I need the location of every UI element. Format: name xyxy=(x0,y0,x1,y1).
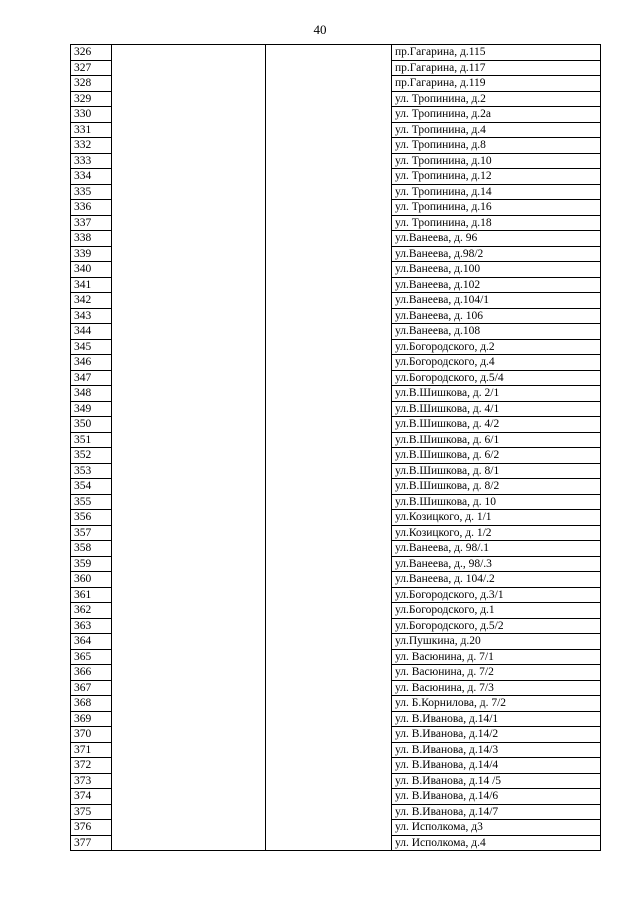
empty-cell xyxy=(112,448,266,464)
address-cell: ул. Б.Корнилова, д. 7/2 xyxy=(392,696,601,712)
table-row xyxy=(71,789,601,805)
empty-cell xyxy=(266,835,392,851)
address-cell: ул. Тропинина, д.14 xyxy=(392,184,601,200)
empty-cell xyxy=(266,820,392,836)
empty-cell xyxy=(266,463,392,479)
empty-cell xyxy=(112,696,266,712)
row-number-cell: 373 xyxy=(71,773,112,789)
address-cell: ул. Тропинина, д.12 xyxy=(392,169,601,185)
empty-cell xyxy=(266,200,392,216)
row-number-cell: 332 xyxy=(71,138,112,154)
empty-cell xyxy=(112,370,266,386)
table-row xyxy=(71,308,601,324)
empty-cell xyxy=(266,696,392,712)
table-row xyxy=(71,680,601,696)
table-row xyxy=(71,76,601,92)
row-number-cell: 335 xyxy=(71,184,112,200)
empty-cell xyxy=(112,324,266,340)
row-number-cell: 365 xyxy=(71,649,112,665)
address-cell: ул.Ванеева, д. 106 xyxy=(392,308,601,324)
row-number-cell: 341 xyxy=(71,277,112,293)
empty-cell xyxy=(266,138,392,154)
row-number-cell: 330 xyxy=(71,107,112,123)
empty-cell xyxy=(266,448,392,464)
table-row xyxy=(71,246,601,262)
empty-cell xyxy=(266,184,392,200)
table-row xyxy=(71,231,601,247)
empty-cell xyxy=(112,556,266,572)
table-row xyxy=(71,45,601,61)
empty-cell xyxy=(112,494,266,510)
empty-cell xyxy=(266,246,392,262)
row-number-cell: 343 xyxy=(71,308,112,324)
address-table xyxy=(70,44,601,851)
address-cell: ул.Ванеева, д. 104/.2 xyxy=(392,572,601,588)
row-number-cell: 362 xyxy=(71,603,112,619)
table-row xyxy=(71,758,601,774)
empty-cell xyxy=(112,804,266,820)
table-row xyxy=(71,293,601,309)
empty-cell xyxy=(112,60,266,76)
table-row xyxy=(71,339,601,355)
empty-cell xyxy=(112,246,266,262)
address-cell: пр.Гагарина, д.117 xyxy=(392,60,601,76)
empty-cell xyxy=(266,479,392,495)
empty-cell xyxy=(112,277,266,293)
address-cell: ул. Васюнина, д. 7/2 xyxy=(392,665,601,681)
address-cell: ул.Богородского, д.3/1 xyxy=(392,587,601,603)
empty-cell xyxy=(112,339,266,355)
address-cell: пр.Гагарина, д.119 xyxy=(392,76,601,92)
empty-cell xyxy=(266,386,392,402)
table-row xyxy=(71,556,601,572)
table-row xyxy=(71,711,601,727)
empty-cell xyxy=(266,76,392,92)
address-cell: ул. В.Иванова, д.14 /5 xyxy=(392,773,601,789)
empty-cell xyxy=(112,293,266,309)
empty-cell xyxy=(266,494,392,510)
empty-cell xyxy=(266,417,392,433)
row-number-cell: 340 xyxy=(71,262,112,278)
empty-cell xyxy=(266,634,392,650)
address-cell: ул.Богородского, д.5/4 xyxy=(392,370,601,386)
table-row xyxy=(71,386,601,402)
empty-cell xyxy=(266,727,392,743)
empty-cell xyxy=(112,541,266,557)
empty-cell xyxy=(266,324,392,340)
table-row xyxy=(71,525,601,541)
row-number-cell: 357 xyxy=(71,525,112,541)
empty-cell xyxy=(112,122,266,138)
empty-cell xyxy=(112,758,266,774)
empty-cell xyxy=(112,184,266,200)
empty-cell xyxy=(266,742,392,758)
empty-cell xyxy=(112,634,266,650)
empty-cell xyxy=(266,277,392,293)
table-row xyxy=(71,91,601,107)
row-number-cell: 354 xyxy=(71,479,112,495)
address-cell: ул.Козицкого, д. 1/2 xyxy=(392,525,601,541)
address-cell: ул. В.Иванова, д.14/2 xyxy=(392,727,601,743)
empty-cell xyxy=(112,432,266,448)
address-cell: ул.Богородского, д.4 xyxy=(392,355,601,371)
table-row xyxy=(71,479,601,495)
row-number-cell: 375 xyxy=(71,804,112,820)
table-row xyxy=(71,417,601,433)
empty-cell xyxy=(112,463,266,479)
empty-cell xyxy=(266,60,392,76)
empty-cell xyxy=(112,91,266,107)
table-row xyxy=(71,355,601,371)
address-cell: ул. Тропинина, д.8 xyxy=(392,138,601,154)
address-cell: ул.В.Шишкова, д. 8/2 xyxy=(392,479,601,495)
address-cell: ул.В.Шишкова, д. 2/1 xyxy=(392,386,601,402)
empty-cell xyxy=(266,680,392,696)
row-number-cell: 345 xyxy=(71,339,112,355)
empty-cell xyxy=(112,417,266,433)
row-number-cell: 326 xyxy=(71,45,112,61)
empty-cell xyxy=(266,169,392,185)
table-row xyxy=(71,122,601,138)
empty-cell xyxy=(112,603,266,619)
row-number-cell: 355 xyxy=(71,494,112,510)
empty-cell xyxy=(112,742,266,758)
empty-cell xyxy=(112,138,266,154)
address-table-body xyxy=(71,45,601,851)
row-number-cell: 333 xyxy=(71,153,112,169)
empty-cell xyxy=(266,45,392,61)
address-cell: ул.Ванеева, д.104/1 xyxy=(392,293,601,309)
address-cell: ул.В.Шишкова, д. 6/2 xyxy=(392,448,601,464)
empty-cell xyxy=(112,153,266,169)
empty-cell xyxy=(112,169,266,185)
address-cell: ул. Тропинина, д.2а xyxy=(392,107,601,123)
row-number-cell: 353 xyxy=(71,463,112,479)
empty-cell xyxy=(266,215,392,231)
empty-cell xyxy=(266,432,392,448)
address-cell: ул. В.Иванова, д.14/6 xyxy=(392,789,601,805)
table-row xyxy=(71,820,601,836)
empty-cell xyxy=(266,293,392,309)
table-row xyxy=(71,742,601,758)
empty-cell xyxy=(112,835,266,851)
empty-cell xyxy=(266,665,392,681)
address-cell: ул. Тропинина, д.2 xyxy=(392,91,601,107)
empty-cell xyxy=(112,200,266,216)
empty-cell xyxy=(266,153,392,169)
table-row xyxy=(71,215,601,231)
empty-cell xyxy=(112,649,266,665)
row-number-cell: 339 xyxy=(71,246,112,262)
table-row xyxy=(71,603,601,619)
empty-cell xyxy=(112,45,266,61)
table-row xyxy=(71,169,601,185)
empty-cell xyxy=(112,773,266,789)
empty-cell xyxy=(266,122,392,138)
empty-cell xyxy=(266,401,392,417)
row-number-cell: 336 xyxy=(71,200,112,216)
address-cell: ул.В.Шишкова, д. 4/1 xyxy=(392,401,601,417)
row-number-cell: 351 xyxy=(71,432,112,448)
table-row xyxy=(71,696,601,712)
row-number-cell: 352 xyxy=(71,448,112,464)
table-row xyxy=(71,448,601,464)
empty-cell xyxy=(266,355,392,371)
address-cell: ул.Ванеева, д.108 xyxy=(392,324,601,340)
table-row xyxy=(71,572,601,588)
empty-cell xyxy=(112,76,266,92)
empty-cell xyxy=(266,370,392,386)
empty-cell xyxy=(266,773,392,789)
row-number-cell: 338 xyxy=(71,231,112,247)
empty-cell xyxy=(112,525,266,541)
empty-cell xyxy=(112,401,266,417)
row-number-cell: 376 xyxy=(71,820,112,836)
address-cell: ул. В.Иванова, д.14/1 xyxy=(392,711,601,727)
table-row xyxy=(71,60,601,76)
empty-cell xyxy=(112,572,266,588)
row-number-cell: 377 xyxy=(71,835,112,851)
address-cell: ул. Тропинина, д.4 xyxy=(392,122,601,138)
table-row xyxy=(71,153,601,169)
table-row xyxy=(71,510,601,526)
row-number-cell: 367 xyxy=(71,680,112,696)
address-cell: ул.Ванеева, д.98/2 xyxy=(392,246,601,262)
empty-cell xyxy=(266,339,392,355)
row-number-cell: 334 xyxy=(71,169,112,185)
address-cell: ул.Ванеева, д.102 xyxy=(392,277,601,293)
table-row xyxy=(71,649,601,665)
row-number-cell: 369 xyxy=(71,711,112,727)
address-cell: ул.Ванеева, д., 98/.3 xyxy=(392,556,601,572)
address-cell: ул.В.Шишкова, д. 8/1 xyxy=(392,463,601,479)
table-row xyxy=(71,262,601,278)
table-row xyxy=(71,138,601,154)
table-row xyxy=(71,618,601,634)
address-cell: ул. В.Иванова, д.14/4 xyxy=(392,758,601,774)
address-cell: ул. Тропинина, д.16 xyxy=(392,200,601,216)
empty-cell xyxy=(112,618,266,634)
empty-cell xyxy=(112,308,266,324)
row-number-cell: 342 xyxy=(71,293,112,309)
table-row xyxy=(71,463,601,479)
table-row xyxy=(71,401,601,417)
page-number: 40 xyxy=(313,22,327,37)
table-row xyxy=(71,277,601,293)
empty-cell xyxy=(112,727,266,743)
row-number-cell: 329 xyxy=(71,91,112,107)
row-number-cell: 363 xyxy=(71,618,112,634)
row-number-cell: 347 xyxy=(71,370,112,386)
table-row xyxy=(71,727,601,743)
row-number-cell: 359 xyxy=(71,556,112,572)
empty-cell xyxy=(266,711,392,727)
row-number-cell: 364 xyxy=(71,634,112,650)
row-number-cell: 370 xyxy=(71,727,112,743)
table-row xyxy=(71,773,601,789)
empty-cell xyxy=(112,789,266,805)
empty-cell xyxy=(266,587,392,603)
row-number-cell: 346 xyxy=(71,355,112,371)
table-row xyxy=(71,494,601,510)
empty-cell xyxy=(266,758,392,774)
empty-cell xyxy=(266,649,392,665)
empty-cell xyxy=(266,231,392,247)
address-cell: ул.Богородского, д.1 xyxy=(392,603,601,619)
address-cell: ул.Ванеева, д. 98/.1 xyxy=(392,541,601,557)
row-number-cell: 348 xyxy=(71,386,112,402)
empty-cell xyxy=(266,618,392,634)
address-cell: ул. Исполкома, д3 xyxy=(392,820,601,836)
empty-cell xyxy=(266,262,392,278)
empty-cell xyxy=(266,556,392,572)
table-row xyxy=(71,634,601,650)
row-number-cell: 374 xyxy=(71,789,112,805)
table-row xyxy=(71,184,601,200)
row-number-cell: 358 xyxy=(71,541,112,557)
address-cell: ул.Пушкина, д.20 xyxy=(392,634,601,650)
empty-cell xyxy=(266,107,392,123)
table-row xyxy=(71,541,601,557)
table-row xyxy=(71,804,601,820)
empty-cell xyxy=(266,91,392,107)
empty-cell xyxy=(112,107,266,123)
empty-cell xyxy=(266,603,392,619)
address-cell: ул. Васюнина, д. 7/3 xyxy=(392,680,601,696)
address-cell: ул. Тропинина, д.10 xyxy=(392,153,601,169)
empty-cell xyxy=(266,525,392,541)
address-cell: ул.В.Шишкова, д. 4/2 xyxy=(392,417,601,433)
address-cell: ул.Ванеева, д. 96 xyxy=(392,231,601,247)
empty-cell xyxy=(112,355,266,371)
empty-cell xyxy=(112,215,266,231)
address-cell: ул.Богородского, д.2 xyxy=(392,339,601,355)
row-number-cell: 328 xyxy=(71,76,112,92)
empty-cell xyxy=(112,680,266,696)
empty-cell xyxy=(266,572,392,588)
empty-cell xyxy=(112,711,266,727)
address-cell: ул.Ванеева, д.100 xyxy=(392,262,601,278)
empty-cell xyxy=(112,820,266,836)
table-row xyxy=(71,107,601,123)
table-row xyxy=(71,324,601,340)
empty-cell xyxy=(266,510,392,526)
empty-cell xyxy=(266,541,392,557)
address-cell: ул. В.Иванова, д.14/7 xyxy=(392,804,601,820)
row-number-cell: 350 xyxy=(71,417,112,433)
row-number-cell: 331 xyxy=(71,122,112,138)
table-row xyxy=(71,835,601,851)
address-cell: пр.Гагарина, д.115 xyxy=(392,45,601,61)
row-number-cell: 361 xyxy=(71,587,112,603)
empty-cell xyxy=(266,308,392,324)
row-number-cell: 337 xyxy=(71,215,112,231)
empty-cell xyxy=(112,665,266,681)
row-number-cell: 327 xyxy=(71,60,112,76)
empty-cell xyxy=(112,262,266,278)
row-number-cell: 366 xyxy=(71,665,112,681)
empty-cell xyxy=(266,804,392,820)
empty-cell xyxy=(112,231,266,247)
empty-cell xyxy=(112,479,266,495)
address-cell: ул.В.Шишкова, д. 10 xyxy=(392,494,601,510)
empty-cell xyxy=(112,386,266,402)
table-row xyxy=(71,587,601,603)
empty-cell xyxy=(112,587,266,603)
table-row xyxy=(71,432,601,448)
empty-cell xyxy=(266,789,392,805)
address-cell: ул.Козицкого, д. 1/1 xyxy=(392,510,601,526)
row-number-cell: 349 xyxy=(71,401,112,417)
row-number-cell: 371 xyxy=(71,742,112,758)
row-number-cell: 360 xyxy=(71,572,112,588)
address-cell: ул. Исполкома, д.4 xyxy=(392,835,601,851)
address-cell: ул. Тропинина, д.18 xyxy=(392,215,601,231)
row-number-cell: 356 xyxy=(71,510,112,526)
row-number-cell: 344 xyxy=(71,324,112,340)
table-row xyxy=(71,370,601,386)
address-cell: ул. В.Иванова, д.14/3 xyxy=(392,742,601,758)
row-number-cell: 368 xyxy=(71,696,112,712)
table-row xyxy=(71,200,601,216)
address-cell: ул.В.Шишкова, д. 6/1 xyxy=(392,432,601,448)
address-cell: ул.Богородского, д.5/2 xyxy=(392,618,601,634)
table-row xyxy=(71,665,601,681)
address-cell: ул. Васюнина, д. 7/1 xyxy=(392,649,601,665)
empty-cell xyxy=(112,510,266,526)
row-number-cell: 372 xyxy=(71,758,112,774)
